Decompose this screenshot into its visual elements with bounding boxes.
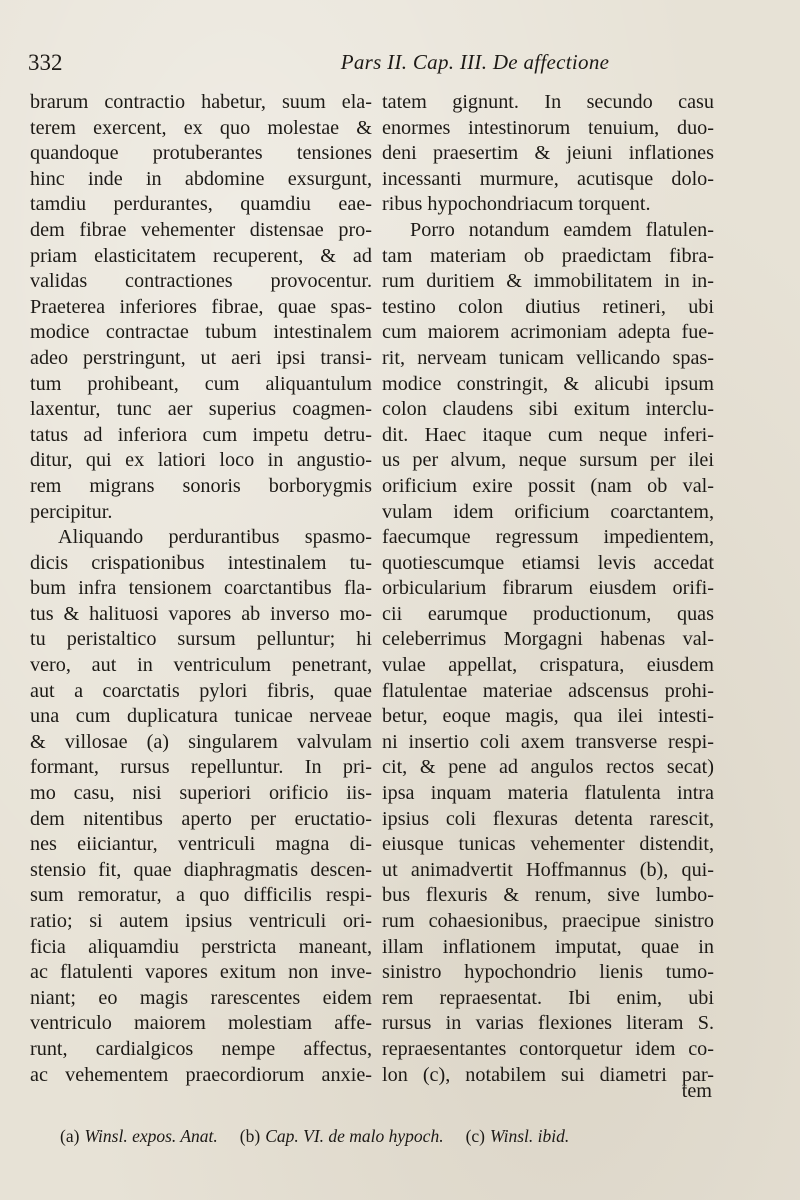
text-line: rem repraesentat. Ibi enim, ubi bbox=[382, 986, 714, 1009]
text-line: rum duritiem & immobilitatem in in- bbox=[382, 270, 714, 293]
text-line: ut animadvertit Hoffmannus (b), qui- bbox=[382, 858, 714, 881]
text-line: eiusque tunicas vehementer distendit, bbox=[382, 833, 714, 856]
text-line: tus & halituosi vapores ab inverso mo- bbox=[30, 602, 372, 625]
catchword: tem bbox=[681, 1080, 712, 1102]
text-line: runt, cardialgicos nempe affectus, bbox=[30, 1037, 372, 1060]
text-line: adeo perstringunt, ut aeri ipsi transi- bbox=[30, 346, 372, 369]
text-line: quandoque protuberantes tensiones bbox=[30, 142, 372, 165]
text-line: ditur, qui ex latiori loco in angustio- bbox=[30, 449, 372, 472]
text-line: ac flatulenti vapores exitum non inve- bbox=[30, 961, 372, 984]
footnote-text: Cap. VI. de malo hypoch. bbox=[265, 1126, 444, 1146]
text-line: stensio fit, quae diaphragmatis descen- bbox=[30, 858, 372, 881]
left-text-column bbox=[30, 90, 372, 1088]
text-line: aut a coarctatis pylori fibris, quae bbox=[30, 679, 372, 702]
page-number: 332 bbox=[28, 50, 63, 75]
text-line: rem migrans sonoris borborygmis bbox=[30, 474, 372, 497]
text-line: dem fibrae vehementer distensae pro- bbox=[30, 218, 372, 241]
text-line: dit. Haec itaque cum neque inferi- bbox=[382, 423, 714, 446]
text-line: vulae appellat, crispatura, eiusdem bbox=[382, 654, 714, 677]
text-line: celeberrimus Morgagni habenas val- bbox=[382, 628, 714, 651]
text-line: enormes intestinorum tenuium, duo- bbox=[382, 116, 714, 139]
text-line: cii earumque productionum, quas bbox=[382, 602, 714, 625]
footnote-mark: (a) bbox=[60, 1126, 80, 1146]
text-line: & villosae (a) singularem valvulam bbox=[30, 730, 372, 753]
running-title: Pars II. Cap. III. De affectione bbox=[340, 50, 610, 74]
text-line: ipsius coli flexuras detenta rarescit, bbox=[382, 807, 714, 830]
text-line: flatulentae materiae adscensus prohi- bbox=[382, 679, 714, 702]
text-line: rursus in varias flexiones literam S. bbox=[382, 1012, 714, 1035]
text-line: modice contractae tubum intestinalem bbox=[30, 321, 372, 344]
text-line: tamdiu perdurantes, quamdiu eae- bbox=[30, 193, 372, 216]
text-line: bum infra tensionem coarctantibus fla- bbox=[30, 577, 372, 600]
text-line: incessanti murmure, acutisque dolo- bbox=[382, 167, 714, 190]
text-line: priam elasticitatem recuperent, & ad bbox=[30, 244, 372, 267]
text-line: mo casu, nisi superiori orificio iis- bbox=[30, 782, 372, 805]
text-line: ni insertio coli axem transverse respi- bbox=[382, 730, 714, 753]
text-line: nes eiiciantur, ventriculi magna di- bbox=[30, 833, 372, 856]
text-line: tu peristaltico sursum pelluntur; hi bbox=[30, 628, 372, 651]
text-line: una cum duplicatura tunicae nerveae bbox=[30, 705, 372, 728]
text-line: lon (c), notabilem sui diametri par- bbox=[382, 1063, 714, 1086]
text-line: terem exercent, ex quo molestae & bbox=[30, 116, 372, 139]
text-line: hinc inde in abdomine exsurgunt, bbox=[30, 167, 372, 190]
text-line: tatem gignunt. In secundo casu bbox=[382, 91, 714, 113]
text-line: bus flexuris & renum, sive lumbo- bbox=[382, 884, 714, 907]
text-line: rum cohaesionibus, praecipue sinistro bbox=[382, 910, 714, 932]
text-line: ipsa inquam materia flatulenta intra bbox=[382, 782, 714, 805]
footnote bbox=[60, 1126, 218, 1147]
text-line: tam materiam ob praedictam fibra- bbox=[382, 244, 714, 267]
text-line: colon claudens sibi exitum interclu- bbox=[382, 398, 714, 421]
running-head bbox=[28, 50, 770, 78]
footnote-text: Winsl. ibid. bbox=[490, 1126, 570, 1146]
footnote-mark: (b) bbox=[239, 1126, 261, 1146]
text-line: modice constringit, & alicubi ipsum bbox=[382, 372, 714, 395]
text-line: testino colon diutius retineri, ubi bbox=[382, 295, 714, 318]
footnote-text: Winsl. expos. Anat. bbox=[84, 1126, 218, 1146]
text-line: betur, eoque magis, qua ilei intesti- bbox=[382, 705, 714, 728]
footnote-mark: (c) bbox=[465, 1126, 486, 1146]
text-line: sinistro hypochondrio lienis tumo- bbox=[382, 961, 714, 984]
text-line: us per alvum, neque sursum per ilei bbox=[382, 449, 714, 472]
text-line: ribus hypochondriacum torquent. bbox=[382, 193, 651, 216]
text-line: ventriculo maiorem molestiam affe- bbox=[30, 1012, 372, 1035]
text-line: illam inflationem imputat, quae in bbox=[382, 935, 714, 958]
text-line: quotiescumque etiamsi levis accedat bbox=[382, 551, 714, 574]
text-line: faecumque regressum impedientem, bbox=[382, 526, 714, 549]
text-line: deni praesertim & jeiuni inflationes bbox=[382, 142, 714, 165]
text-line: sum remoratur, a quo difficilis respi- bbox=[30, 884, 372, 907]
text-line: percipitur. bbox=[30, 500, 113, 523]
right-text-column bbox=[382, 90, 714, 1088]
text-line: cit, & pene ad angulos rectos secat) bbox=[382, 756, 714, 779]
text-line: repraesentantes contorquetur idem co- bbox=[382, 1037, 714, 1060]
text-line: ratio; si autem ipsius ventriculi ori- bbox=[30, 910, 372, 932]
footnotes bbox=[60, 1126, 740, 1147]
text-line: vero, aut in ventriculum penetrant, bbox=[30, 654, 372, 677]
text-line: ficia aliquamdiu perstricta maneant, bbox=[30, 935, 372, 958]
text-line: Porro notandum eamdem flatulen- bbox=[410, 218, 714, 241]
text-line: orificium exire possit (nam ob val- bbox=[382, 474, 714, 497]
text-line: laxentur, tunc aer superius coagmen- bbox=[30, 398, 372, 421]
text-line: orbicularium fibrarum eiusdem orifi- bbox=[382, 577, 714, 600]
text-line: formant, rursus repelluntur. In pri- bbox=[30, 756, 372, 779]
text-line: tum prohibeant, cum aliquantulum bbox=[30, 372, 372, 395]
text-line: Aliquando perdurantibus spasmo- bbox=[58, 526, 372, 549]
footnote bbox=[240, 1126, 444, 1147]
text-line: rit, nerveam tunicam vellicando spas- bbox=[382, 346, 714, 369]
text-line: brarum contractio habetur, suum ela- bbox=[30, 91, 372, 113]
text-line: vulam idem orificium coarctantem, bbox=[382, 500, 714, 523]
text-line: cum maiorem acrimoniam adepta fue- bbox=[382, 321, 714, 344]
text-line: niant; eo magis rarescentes eidem bbox=[30, 986, 372, 1009]
text-line: dem nitentibus aperto per eructatio- bbox=[30, 807, 372, 830]
footnote bbox=[466, 1126, 570, 1147]
text-line: validas contractiones provocentur. bbox=[30, 270, 372, 293]
text-line: ac vehementem praecordiorum anxie- bbox=[30, 1063, 372, 1086]
text-line: tatus ad inferiora cum impetu detru- bbox=[30, 423, 372, 446]
text-line: Praeterea inferiores fibrae, quae spas- bbox=[30, 295, 372, 318]
text-line: dicis crispationibus intestinalem tu- bbox=[30, 551, 372, 574]
